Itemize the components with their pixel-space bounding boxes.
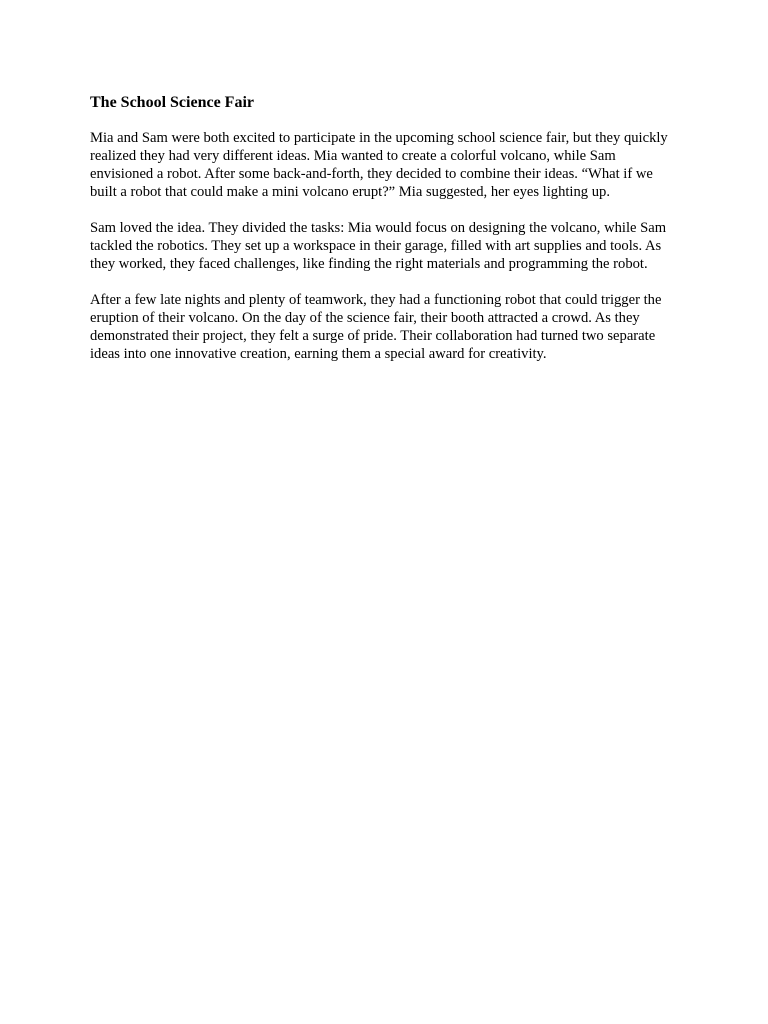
document-title: The School Science Fair <box>90 94 254 111</box>
paragraph-3: After a few late nights and plenty of teamwork, they had a functioning robot that could trigger the eruption of their volcano. On the day of the science fair, their booth attracted a crowd. As they demonstrated their project, they felt a surge of pride. Their collaboration had turned two separate ideas into one innovative creation, earning them a special award for creativity. <box>90 292 662 362</box>
paragraph-1: Mia and Sam were both excited to participate in the upcoming school science fair, but they quickly realized they had very different ideas. Mia wanted to create a colorful volcano, while Sam envisioned a robot. After some back-and-forth, they decided to combine their ideas. “What if we built a robot that could make a mini volcano erupt?” Mia suggested, her eyes lighting up. <box>90 130 668 200</box>
paragraph-2: Sam loved the idea. They divided the tasks: Mia would focus on designing the volcano, while Sam tackled the robotics. They set up a workspace in their garage, filled with art supplies and tools. As they worked, they faced challenges, like finding the right materials and programming the robot. <box>90 220 667 272</box>
